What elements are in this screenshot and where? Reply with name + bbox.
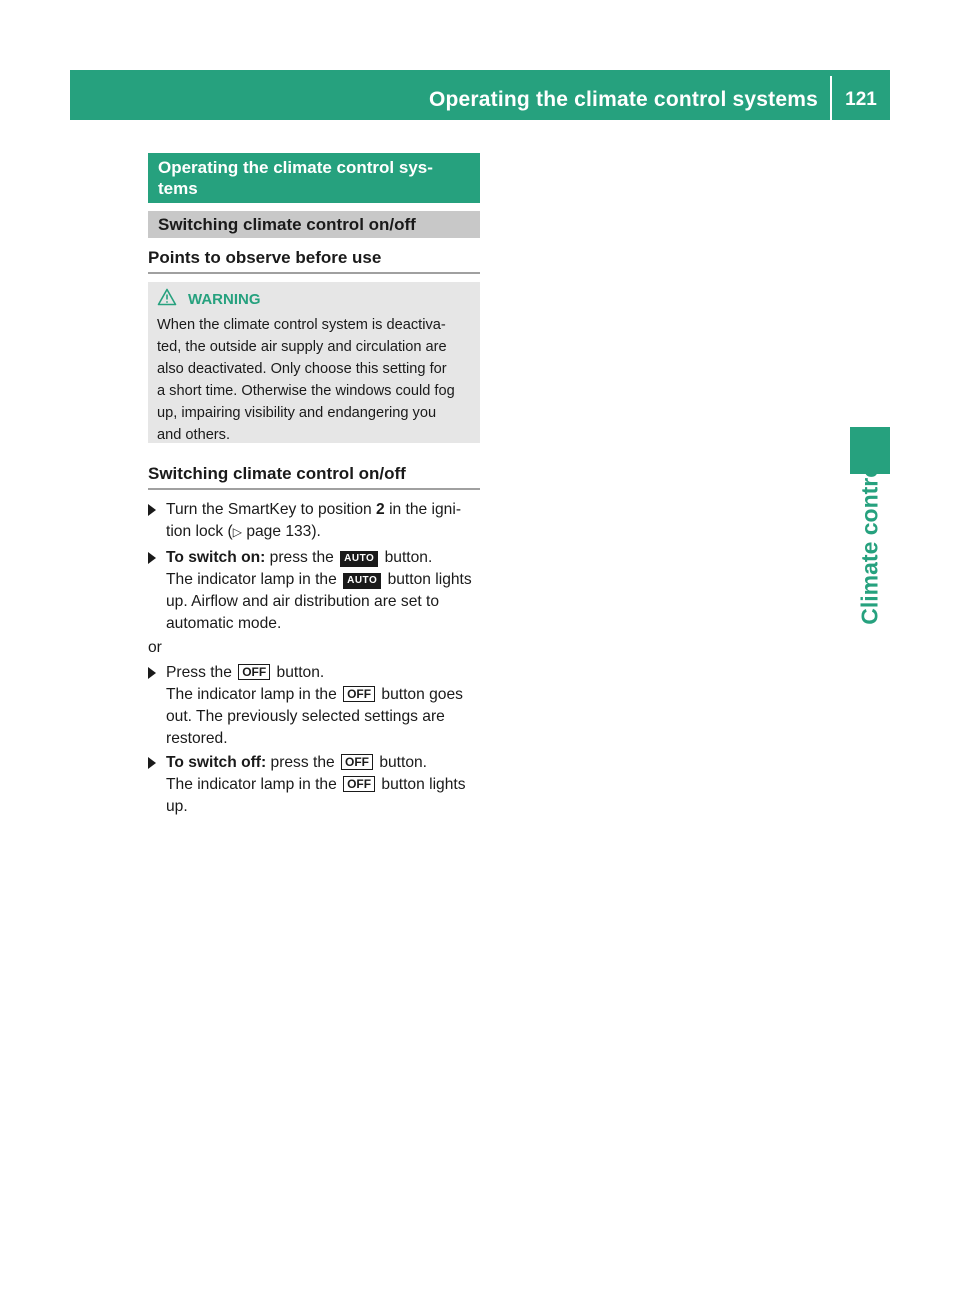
step-text: press the [265, 549, 339, 566]
step-arrow-icon [148, 757, 156, 769]
auto-button-icon: AUTO [340, 551, 378, 567]
step-text: Turn the SmartKey to position [166, 501, 377, 518]
section-title-line2: tems [158, 179, 198, 198]
step-item [148, 547, 483, 635]
step-text: tion lock ( [166, 523, 233, 540]
warning-line: up, impairing visibility and endangering you [157, 405, 437, 421]
step-arrow-icon [148, 504, 156, 516]
warning-line: and others. [157, 427, 231, 443]
step-text: ). [311, 523, 321, 540]
off-button-icon: OFF [343, 686, 375, 702]
step-text: press the [266, 754, 339, 771]
step-item [148, 752, 483, 818]
header-title: Operating the climate control systems [428, 88, 818, 111]
or-text: or [148, 639, 162, 656]
step-label: To switch on: [166, 549, 266, 566]
section-title-line1: Operating the climate control sys- [158, 158, 433, 177]
warning-line: ted, the outside air supply and circulation are [157, 339, 447, 355]
page-number: 121 [845, 89, 877, 110]
step-arrow-icon [148, 667, 156, 679]
step-item [148, 499, 483, 543]
chapter-label: Climate control [856, 457, 883, 625]
warning-text [157, 314, 471, 446]
step-text: button. [272, 664, 325, 681]
step-text: The indicator lamp in the [166, 776, 342, 793]
step-text: The indicator lamp in the [166, 686, 342, 703]
page-reference-link[interactable]: page 133 [246, 523, 312, 540]
off-button-icon: OFF [343, 776, 375, 792]
auto-button-icon: AUTO [343, 573, 381, 589]
page-ref-icon: ▷ [232, 525, 242, 539]
warning-line: also deactivated. Only choose this setting for [157, 361, 447, 377]
header-bar [70, 70, 890, 120]
step-label: To switch off: [166, 754, 267, 771]
step-position: 2 [376, 501, 385, 518]
step-text: The indicator lamp in the [166, 571, 342, 588]
warning-triangle-icon [157, 288, 177, 311]
subsection-title: Switching climate control on/off [148, 211, 480, 238]
step-text: restored. [166, 730, 228, 747]
step-text: out. The previously selected settings are [166, 708, 445, 725]
off-button-icon: OFF [341, 754, 373, 770]
switching-heading: Switching climate control on/off [148, 464, 480, 490]
step-arrow-icon [148, 552, 156, 564]
warning-box [148, 282, 480, 443]
step-text: Press the [166, 664, 237, 681]
step-text: button. [380, 549, 433, 566]
step-text: automatic mode. [166, 615, 282, 632]
step-text: button lights [377, 776, 466, 793]
step-text: up. Airflow and air distribution are set to [166, 593, 440, 610]
warning-title: WARNING [188, 290, 261, 308]
step-text: button lights [383, 571, 472, 588]
step-text: up. [166, 798, 188, 815]
warning-line: When the climate control system is deactiva- [157, 317, 446, 333]
step-text: button. [375, 754, 428, 771]
points-heading: Points to observe before use [148, 248, 480, 274]
step-item [148, 662, 483, 750]
warning-line: a short time. Otherwise the windows could fog [157, 383, 455, 399]
off-button-icon: OFF [238, 664, 270, 680]
section-title [148, 153, 480, 203]
step-text: in the igni- [384, 501, 462, 518]
step-text: button goes [377, 686, 463, 703]
